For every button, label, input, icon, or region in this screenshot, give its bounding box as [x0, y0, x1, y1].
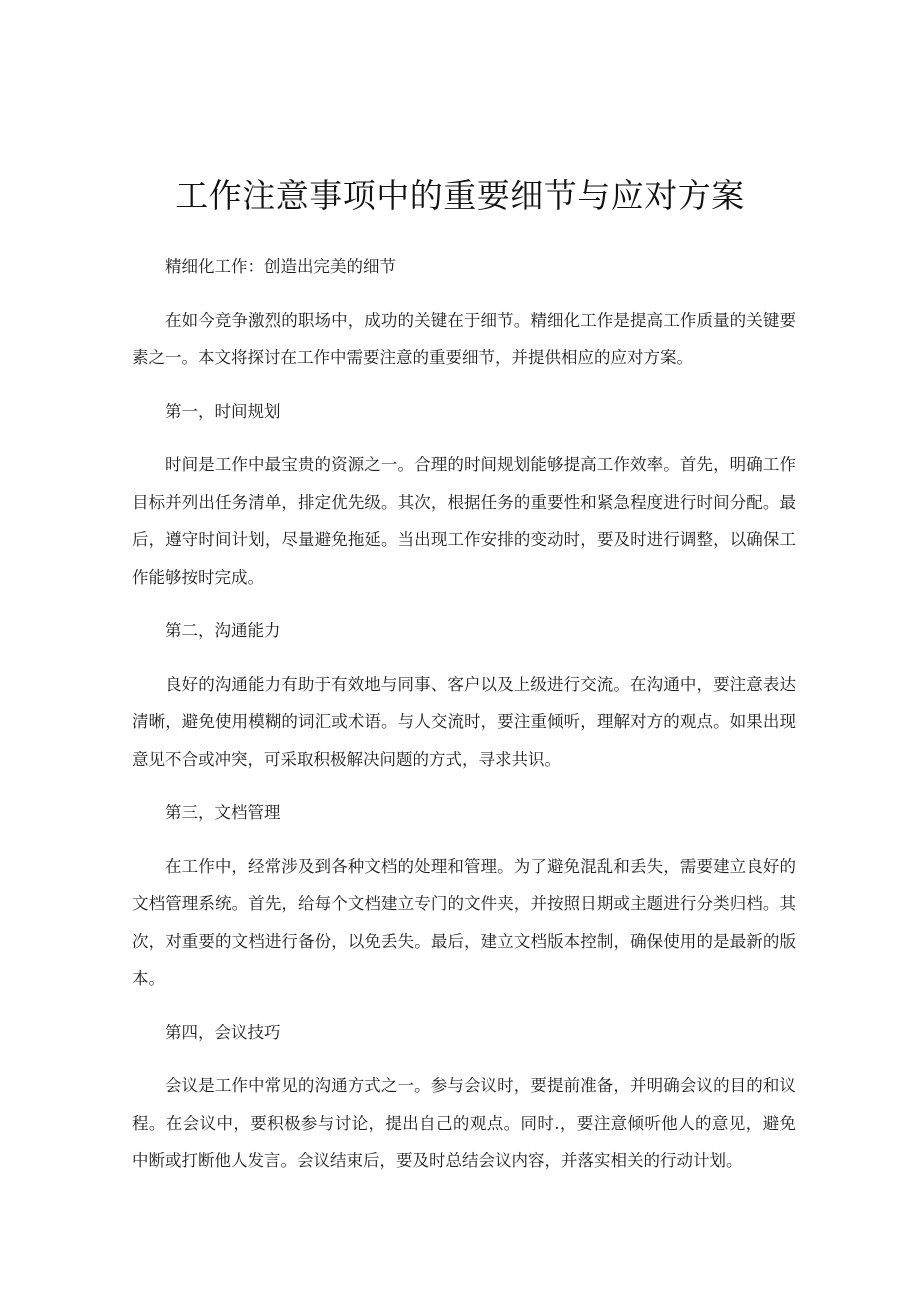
section-heading-communication: 第二，沟通能力	[165, 621, 281, 640]
section-body-meeting-skills: 会议是工作中常见的沟通方式之一。参与会议时，要提前准备，并明确会议的目的和议程。在会议中，要积极参与讨论，提出自己的观点。同时.，要注意倾听他人的意见，避免中断或打断他人发言。会议结束后，要及时总结会议内容，并落实相关的行动计划。	[132, 1076, 796, 1170]
section-heading-time-planning: 第一，时间规划	[165, 401, 281, 421]
section-body-document-management: 在工作中，经常涉及到各种文档的处理和管理。为了避免混乱和丢失，需要建立良好的文档管理系统。首先，给每个文档建立专门的文件夹，并按照日期或主题进行分类归档。其次，对重要的文档进行备份，以免丢失。最后，建立文档版本控制，确保使用的是最新的版本。	[132, 856, 796, 988]
section-heading-meeting-skills: 第四，会议技巧	[165, 1022, 281, 1042]
section-body-time-planning: 时间是工作中最宝贵的资源之一。合理的时间规划能够提高工作效率。首先，明确工作目标并列出任务清单，排定优先级。其次，根据任务的重要性和紧急程度进行时间分配。最后，遵守时间计划，尽量避免拖延。当出现工作安排的变动时，要及时进行调整，以确保工作能够按时完成。	[132, 455, 796, 587]
document-title: 工作注意事项中的重要细节与应对方案	[175, 176, 745, 215]
document-body	[132, 248, 796, 1180]
section-heading-document-management: 第三，文档管理	[165, 803, 281, 822]
document-subtitle: 精细化工作：创造出完美的细节	[165, 257, 396, 276]
section-body-communication: 良好的沟通能力有助于有效地与同事、客户以及上级进行交流。在沟通中，要注意表达清晰，避免使用模糊的词汇或术语。与人交流时，要注重倾听，理解对方的观点。如果出现意见不合或冲突，可采取积极解决问题的方式，寻求共识。	[132, 674, 796, 769]
intro-paragraph: 在如今竞争激烈的职场中，成功的关键在于细节。精细化工作是提高工作质量的关键要素之一。本文将探讨在工作中需要注意的重要细节，并提供相应的应对方案。	[132, 310, 796, 367]
